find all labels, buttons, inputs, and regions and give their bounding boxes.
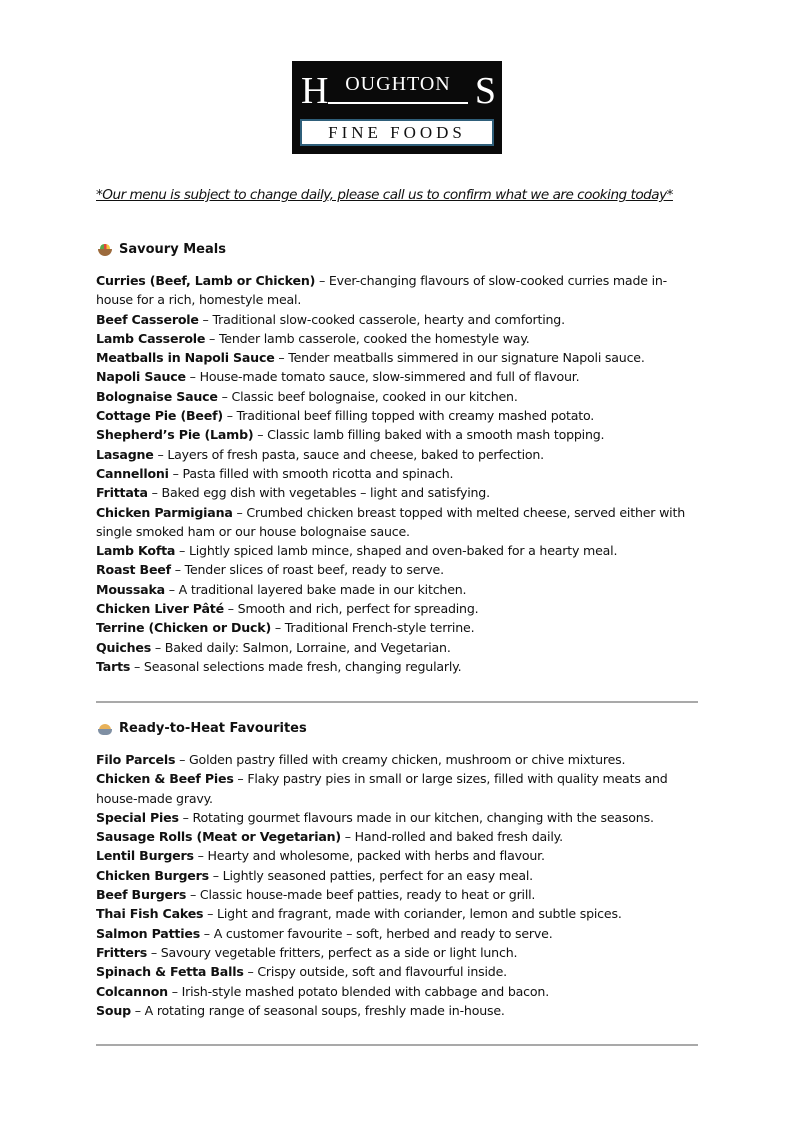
menu-item xyxy=(96,503,696,542)
menu-item-description: – House-made tomato sauce, slow-simmered and full of flavour. xyxy=(185,369,580,385)
menu-item-description: – Traditional beef filling topped with creamy mashed potato. xyxy=(222,408,595,424)
section-divider xyxy=(96,1044,698,1046)
menu-item-name: Beef Burgers xyxy=(96,887,187,903)
menu-item xyxy=(96,846,696,865)
menu-item-name: Frittata xyxy=(96,485,148,501)
menu-item-name: Bolognaise Sauce xyxy=(96,388,218,404)
menu-item-description: – Savoury vegetable fritters, perfect as a side or light lunch. xyxy=(147,944,518,960)
section-heading: Savoury Meals xyxy=(119,242,226,257)
salad-bowl-icon xyxy=(98,244,112,256)
menu-item-description: – Lightly spiced lamb mince, shaped and oven-baked for a hearty meal. xyxy=(175,543,618,559)
menu-item-name: Fritters xyxy=(96,944,148,960)
menu-item-name: Cottage Pie (Beef) xyxy=(96,408,223,424)
menu-item xyxy=(96,464,696,483)
menu-item-description: – Traditional French-style terrine. xyxy=(271,620,475,636)
menu-item xyxy=(96,580,696,599)
menu-item-description: – Hand-rolled and baked fresh daily. xyxy=(340,829,563,845)
menu-item xyxy=(96,483,696,502)
menu-item xyxy=(96,943,696,962)
logo-wordmark xyxy=(292,67,502,115)
menu-item-name: Sausage Rolls (Meat or Vegetarian) xyxy=(96,829,341,845)
menu-item-description: – Baked daily: Salmon, Lorraine, and Vegetarian. xyxy=(151,639,451,655)
menu-item xyxy=(96,657,696,676)
menu-item-name: Lentil Burgers xyxy=(96,848,194,864)
section-heading: Ready-to-Heat Favourites xyxy=(119,721,307,736)
menu-item xyxy=(96,750,696,769)
menu-item-description: – Traditional slow-cooked casserole, hearty and comforting. xyxy=(198,311,565,327)
menu-item xyxy=(96,638,696,657)
section-title-ready-to-heat xyxy=(98,721,307,736)
menu-item xyxy=(96,769,696,808)
menu-item-name: Quiches xyxy=(96,639,152,655)
menu-item-description: – Flaky pastry pies in small or large sizes, filled with quality meats and house-made gravy. xyxy=(96,771,668,806)
houghtons-logo xyxy=(292,61,502,154)
menu-item-description: – Tender slices of roast beef, ready to serve. xyxy=(170,562,444,578)
menu-item-description: – Rotating gourmet flavours made in our kitchen, changing with the seasons. xyxy=(178,809,654,825)
menu-item xyxy=(96,425,696,444)
menu-item xyxy=(96,982,696,1001)
menu-item-description: – Tender meatballs simmered in our signature Napoli sauce. xyxy=(274,350,645,366)
menu-item xyxy=(96,541,696,560)
menu-item xyxy=(96,329,696,348)
menu-item-description: – A customer favourite – soft, herbed and ready to serve. xyxy=(200,925,553,941)
logo-subtitle: FINE FOODS xyxy=(300,119,494,146)
menu-item-description: – Lightly seasoned patties, perfect for an easy meal. xyxy=(208,867,533,883)
menu-item-name: Terrine (Chicken or Duck) xyxy=(96,620,272,636)
menu-item-name: Roast Beef xyxy=(96,562,171,578)
menu-item-name: Curries (Beef, Lamb or Chicken) xyxy=(96,273,316,288)
menu-item-name: Moussaka xyxy=(96,581,165,597)
menu-item-name: Colcannon xyxy=(96,983,168,999)
menu-item-name: Lamb Casserole xyxy=(96,330,206,346)
menu-item xyxy=(96,866,696,885)
menu-item xyxy=(96,348,696,367)
menu-item-name: Chicken Burgers xyxy=(96,867,209,883)
menu-item-description: – Classic lamb filling baked with a smooth mash topping. xyxy=(253,427,605,443)
menu-item-description: – Layers of fresh pasta, sauce and cheese, baked to perfection. xyxy=(153,446,544,462)
menu-item xyxy=(96,924,696,943)
menu-item xyxy=(96,599,696,618)
menu-item-name: Tarts xyxy=(96,658,131,674)
menu-item-description: – Classic house-made beef patties, ready to heat or grill. xyxy=(186,887,536,903)
menu-item xyxy=(96,560,696,579)
menu-item-description: – Ever-changing flavours of slow-cooked curries made in-house for a rich, homestyle meal. xyxy=(96,273,668,308)
menu-item xyxy=(96,618,696,637)
menu-item xyxy=(96,808,696,827)
menu-item xyxy=(96,367,696,386)
menu-item-description: – Crumbed chicken breast topped with melted cheese, served either with single smoked ham or our house bolognaise sauce. xyxy=(96,504,686,539)
menu-item xyxy=(96,904,696,923)
menu-item-name: Special Pies xyxy=(96,809,179,825)
menu-item-name: Salmon Patties xyxy=(96,925,200,941)
logo-initial-h: H xyxy=(301,70,329,112)
logo-final-s: S xyxy=(474,70,496,112)
menu-change-notice: *Our menu is subject to change daily, please call us to confirm what we are cooking today* xyxy=(96,187,673,203)
menu-item-name: Shepherd’s Pie (Lamb) xyxy=(96,427,254,443)
menu-item-description: – A rotating range of seasonal soups, freshly made in-house. xyxy=(130,1002,505,1018)
menu-item-description: – A traditional layered bake made in our kitchen. xyxy=(164,581,467,597)
ready-to-heat-list xyxy=(96,750,696,1020)
pie-icon xyxy=(98,723,112,735)
menu-item xyxy=(96,885,696,904)
menu-item xyxy=(96,406,696,425)
menu-item-description: – Light and fragrant, made with coriander, lemon and subtle spices. xyxy=(203,906,622,922)
menu-item-name: Chicken & Beef Pies xyxy=(96,771,234,787)
menu-item-name: Beef Casserole xyxy=(96,311,199,327)
menu-item xyxy=(96,1001,696,1020)
menu-item-description: – Baked egg dish with vegetables – light and satisfying. xyxy=(147,485,490,501)
menu-item-description: – Irish-style mashed potato blended with cabbage and bacon. xyxy=(167,983,549,999)
menu-item xyxy=(96,271,696,310)
menu-item xyxy=(96,387,696,406)
menu-item-description: – Tender lamb casserole, cooked the homestyle way. xyxy=(205,330,530,346)
section-divider xyxy=(96,701,698,703)
menu-item-description: – Crispy outside, soft and flavourful inside. xyxy=(243,964,507,980)
logo-middle-text: OUGHTON xyxy=(328,73,468,104)
menu-item-name: Thai Fish Cakes xyxy=(96,906,204,922)
menu-item-description: – Seasonal selections made fresh, changing regularly. xyxy=(130,658,462,674)
menu-item-description: – Golden pastry filled with creamy chicken, mushroom or chive mixtures. xyxy=(175,752,626,767)
menu-item-name: Chicken Liver Pâté xyxy=(96,601,224,617)
menu-item-name: Cannelloni xyxy=(96,465,169,481)
menu-item-name: Chicken Parmigiana xyxy=(96,504,233,520)
menu-item-name: Soup xyxy=(96,1002,131,1018)
menu-item-description: – Classic beef bolognaise, cooked in our kitchen. xyxy=(217,388,518,404)
menu-item-name: Meatballs in Napoli Sauce xyxy=(96,350,275,366)
menu-item-description: – Hearty and wholesome, packed with herbs and flavour. xyxy=(193,848,545,864)
menu-item-description: – Pasta filled with smooth ricotta and spinach. xyxy=(168,465,454,481)
savoury-meals-list xyxy=(96,271,696,676)
menu-item-name: Lamb Kofta xyxy=(96,543,176,559)
menu-item xyxy=(96,827,696,846)
menu-item-name: Lasagne xyxy=(96,446,154,462)
menu-item-description: – Smooth and rich, perfect for spreading. xyxy=(223,601,479,617)
section-title-savoury-meals xyxy=(98,242,226,257)
menu-item xyxy=(96,962,696,981)
menu-item-name: Napoli Sauce xyxy=(96,369,186,385)
menu-item xyxy=(96,445,696,464)
menu-item xyxy=(96,310,696,329)
menu-item-name: Spinach & Fetta Balls xyxy=(96,964,244,980)
menu-item-name: Filo Parcels xyxy=(96,752,176,767)
